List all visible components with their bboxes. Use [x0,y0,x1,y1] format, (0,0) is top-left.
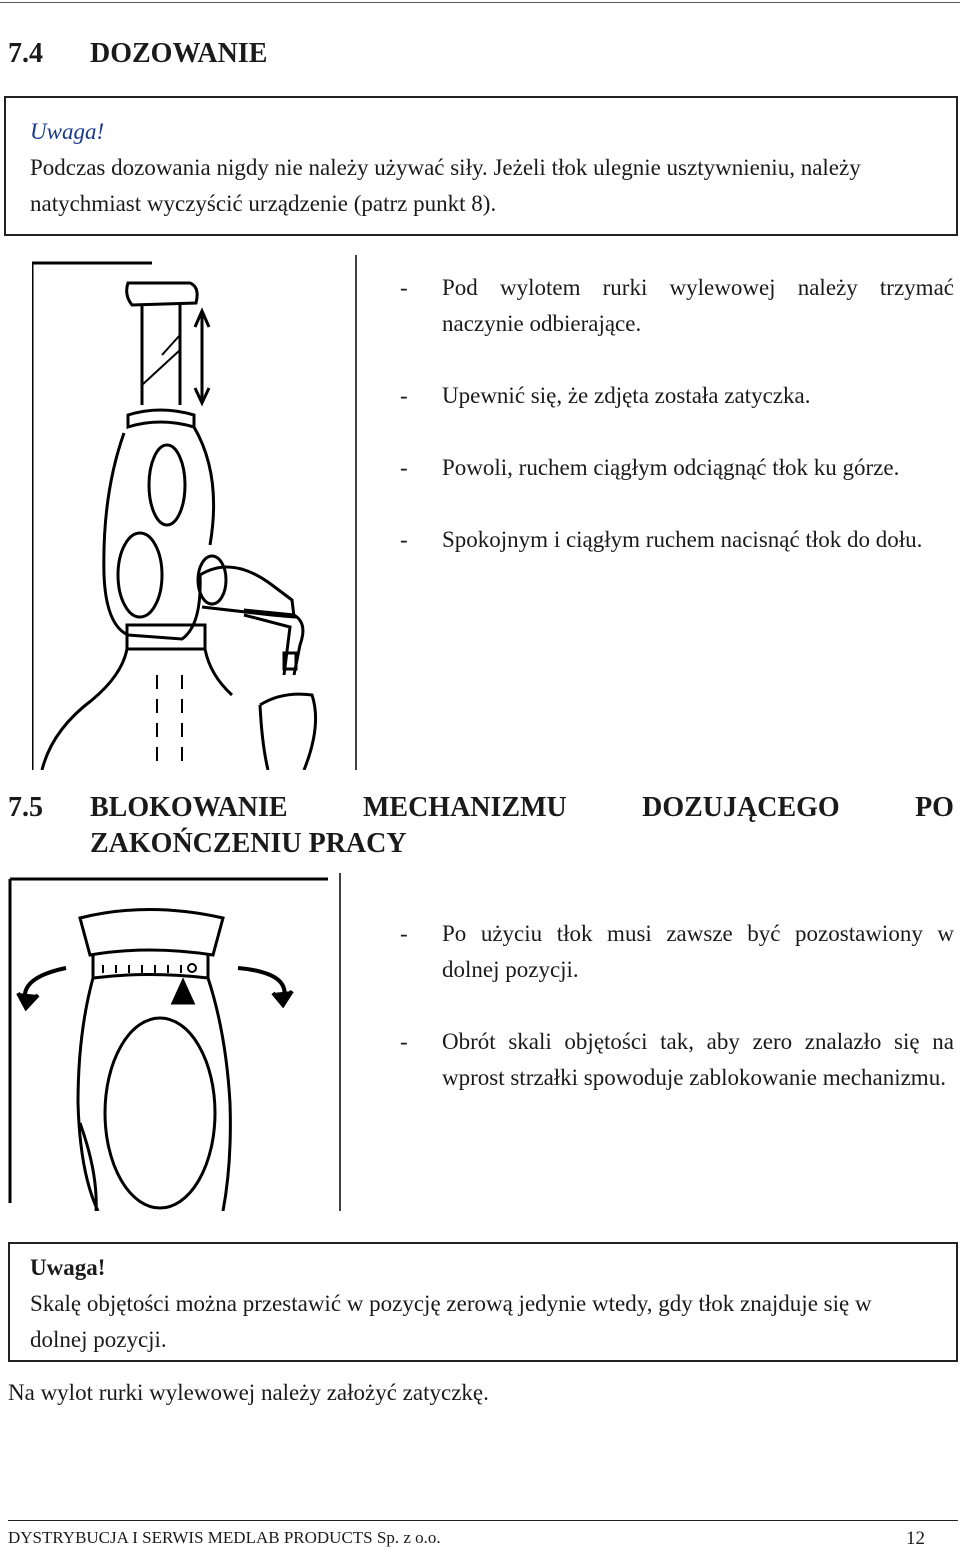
footer-rule [8,1520,958,1521]
section-number: 7.4 [8,38,43,69]
warning-box-2 [8,1242,958,1362]
warning-text: Podczas dozowania nigdy nie należy używać siły. Jeżeli tłok ulegnie usztywnieniu, należy natychmiast wyczyścić urządzenie (patrz punkt 8). [30,155,861,216]
locking-steps [400,916,954,1132]
list-item: - Obrót skali objętości tak, aby zero znalazło się na wprost strzałki spowoduje zablokowanie mechanizmu. [400,1029,954,1090]
section-number: 7.5 [8,792,43,823]
warning-box-1 [4,96,958,236]
page-number: 12 [906,1528,925,1549]
list-item: - Spokojnym i ciągłym ruchem nacisnąć tłok do dołu. [400,527,923,552]
dispenser-dosing-illustration [32,255,358,770]
list-item: - Upewnić się, że zdjęta została zatyczka. [400,383,811,408]
final-note: Na wylot rurki wylewowej należy założyć zatyczkę. [8,1380,489,1405]
list-item: - Po użyciu tłok musi zawsze być pozostawiony w dolnej pozycji. [400,921,954,982]
top-rule [0,2,960,3]
list-item: - Pod wylotem rurki wylewowej należy trzymać naczynie odbierające. [400,275,954,336]
warning-label: Uwaga! [30,119,105,144]
page-footer [8,1528,958,1550]
section-title-line2: ZAKOŃCZENIU PRACY [90,828,407,859]
section-title: DOZOWANIE [90,38,268,69]
section-heading-7-4 [8,38,267,70]
footer-company: DYSTRYBUCJA I SERWIS MEDLAB PRODUCTS Sp. z o.o. [8,1528,441,1547]
warning-text: Skalę objętości można przestawić w pozycję zerową jedynie wtedy, gdy tłok znajduje się w dolnej pozycji. [30,1291,872,1352]
dosing-steps [400,270,954,594]
list-item: - Powoli, ruchem ciągłym odciągnąć tłok ku górze. [400,455,900,480]
section-heading-7-5: 7.5 BLOKOWANIE MECHANIZMU DOZUJĄCEGO PO ZAKOŃCZENIU PRACY [90,790,954,862]
volume-scale-lock-illustration [8,873,342,1211]
warning-label: Uwaga! [30,1255,106,1280]
